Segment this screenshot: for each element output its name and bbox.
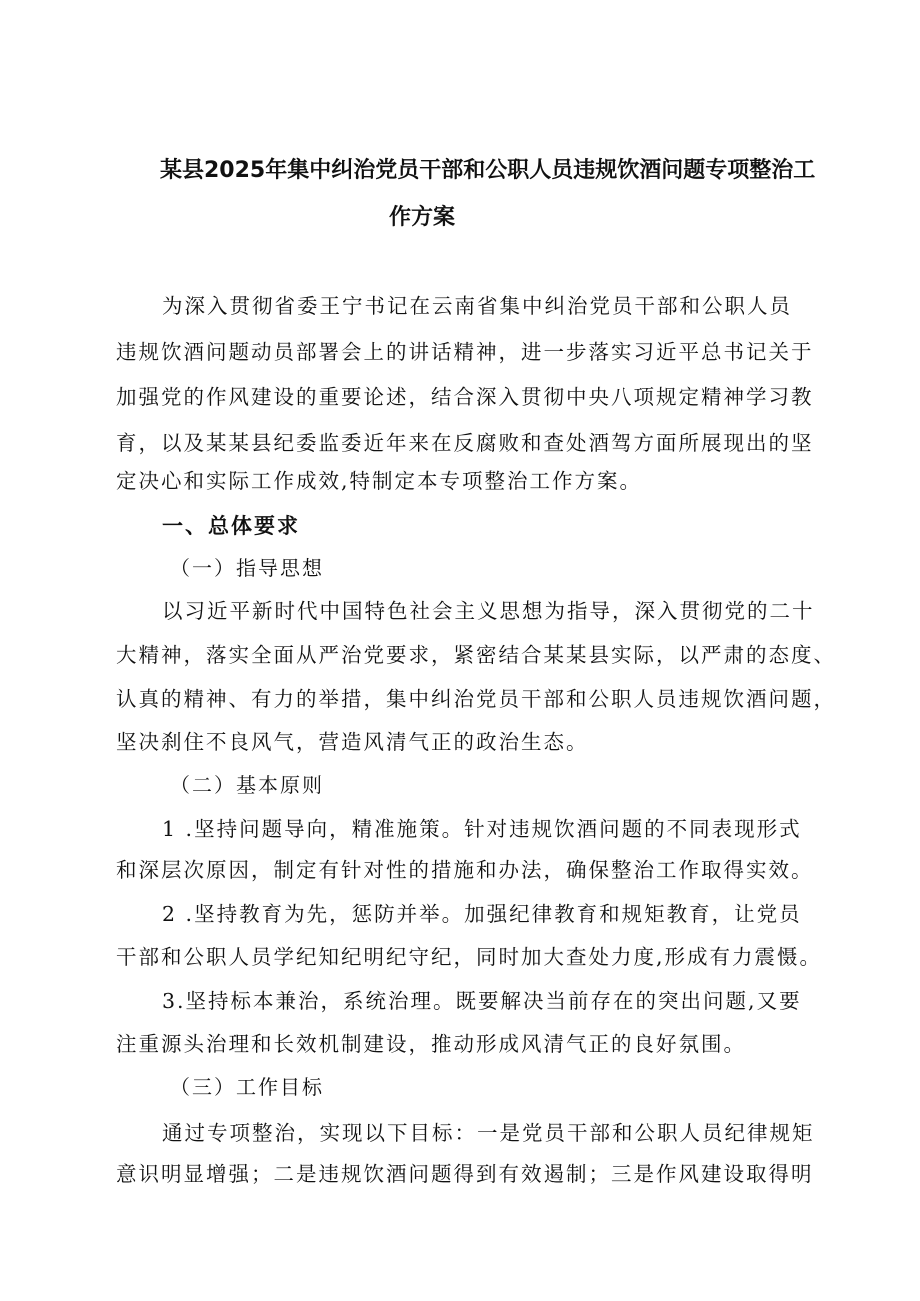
intro-line-2: 违规饮酒问题动员部署会上的讲话精神，进一步落实习近平总书记关于 — [116, 340, 814, 364]
guiding-line-1: 以习近平新时代中国特色社会主义思想为指导，深入贯彻党的二十 — [162, 599, 815, 623]
guiding-line-4: 坚决刹住不良风气，营造风清气正的政治生态。 — [116, 730, 589, 754]
principle-1-line-1: 1 .坚持问题导向，精准施策。针对违规饮酒问题的不同表现形式 — [162, 817, 802, 841]
subsection-heading-basic-principles: （二）基本原则 — [170, 773, 324, 797]
subsection-heading-guiding-ideology: （一）指导思想 — [170, 556, 324, 580]
principle-2-line-2: 干部和公职人员学纪知纪明纪守纪，同时加大查处力度,形成有力震慑。 — [116, 945, 823, 969]
principle-3-line-1: 3.坚持标本兼治，系统治理。既要解决当前存在的突出问题,又要 — [162, 989, 802, 1013]
intro-line-5: 定决心和实际工作成效,特制定本专项整治工作方案。 — [116, 469, 643, 493]
intro-line-3: 加强党的作风建设的重要论述，结合深入贯彻中央八项规定精神学习教 — [116, 385, 814, 409]
goals-line-1: 通过专项整治，实现以下目标：一是党员干部和公职人员纪律规矩 — [162, 1121, 815, 1145]
subsection-heading-work-goals: （三）工作目标 — [170, 1075, 324, 1099]
document-title-line-1: 某县2025年集中纠治党员干部和公职人员违规饮酒问题专项整治工 — [160, 158, 816, 183]
principle-3-line-2: 注重源头治理和长效机制建设，推动形成风清气正的良好氛围。 — [116, 1032, 746, 1056]
document-title-line-2: 作方案 — [389, 205, 456, 230]
intro-line-4: 育，以及某某县纪委监委近年来在反腐败和查处酒驾方面所展现出的坚 — [116, 431, 814, 455]
goals-line-2: 意识明显增强；二是违规饮酒问题得到有效遏制；三是作风建设取得明 — [116, 1162, 814, 1186]
guiding-line-3: 认真的精神、有力的举措，集中纠治党员干部和公职人员违规饮酒问题， — [116, 687, 836, 711]
principle-1-line-2: 和深层次原因，制定有针对性的措施和办法，确保整治工作取得实效。 — [116, 858, 814, 882]
guiding-line-2: 大精神，落实全面从严治党要求，紧密结合某某县实际，以严肃的态度、 — [116, 643, 836, 667]
principle-2-line-1: 2 .坚持教育为先，惩防并举。加强纪律教育和规矩教育，让党员 — [162, 902, 802, 926]
intro-line-1: 为深入贯彻省委王宁书记在云南省集中纠治党员干部和公职人员 — [162, 294, 792, 318]
section-heading-overall-requirements: 一、总体要求 — [162, 514, 300, 538]
